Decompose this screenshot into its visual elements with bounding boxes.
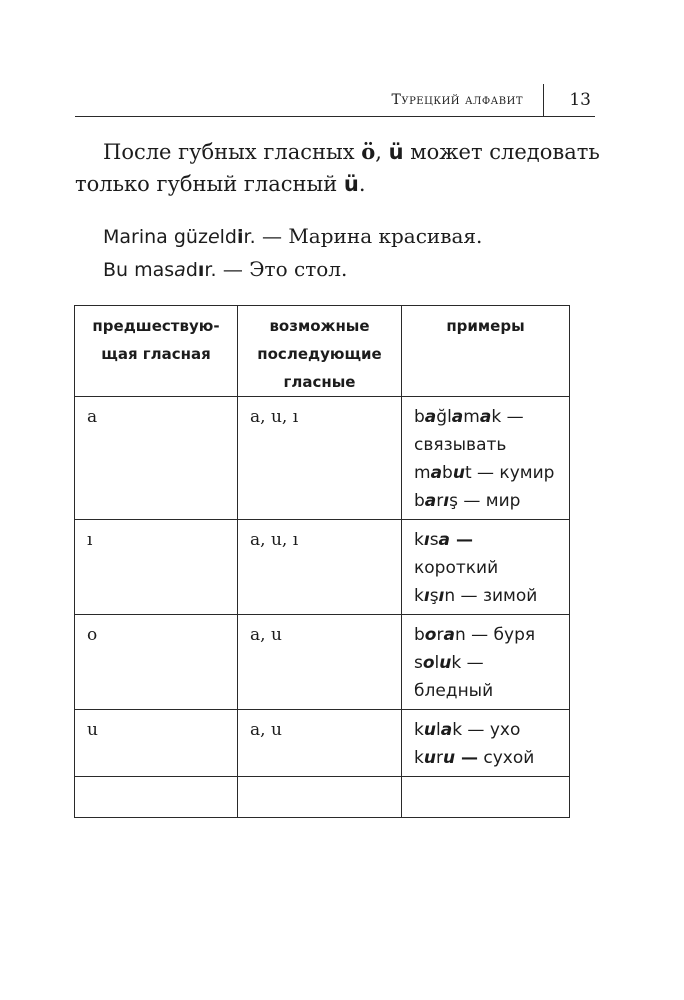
cell-following: a, u, ı <box>238 397 402 520</box>
example-sentences <box>103 220 603 286</box>
cell-following: a, u, ı <box>238 520 402 615</box>
cell-vowel: ı <box>75 520 238 615</box>
example-line: Marina güzeldir. — Марина красивая. <box>103 224 483 248</box>
cell-vowel: o <box>75 615 238 710</box>
table-row <box>75 615 570 710</box>
header-following-vowels: возможные последующие гласные <box>238 306 402 397</box>
vowel-u-umlaut: ü <box>388 140 404 164</box>
table-header-row <box>75 306 570 397</box>
example-entry: soluk — <box>414 653 484 673</box>
header-examples: примеры <box>402 306 570 397</box>
page-number: 13 <box>569 90 591 110</box>
cell-examples <box>402 777 570 818</box>
header-preceding-vowel: предшествую- щая гласная <box>75 306 238 397</box>
rule-paragraph <box>75 136 605 200</box>
example-entry: barış — мир <box>414 491 521 511</box>
example-line: Bu masadır. — Это стол. <box>103 257 348 281</box>
table-row-empty <box>75 777 570 818</box>
example-entry: kuru — сухой <box>414 748 535 768</box>
header-rule <box>75 116 595 117</box>
example-entry: связывать <box>414 435 507 455</box>
chapter-title: Турецкий алфавит <box>391 92 523 108</box>
table-row <box>75 520 570 615</box>
cell-examples <box>402 397 570 520</box>
cell-following: a, u <box>238 710 402 777</box>
paragraph-line-2: только губный гласный ü. <box>75 172 366 196</box>
table-row <box>75 710 570 777</box>
example-entry: kısa — <box>414 530 473 550</box>
vowel-harmony-table <box>74 305 570 818</box>
cell-examples <box>402 710 570 777</box>
running-header <box>75 84 595 116</box>
example-entry: boran — буря <box>414 625 536 645</box>
example-entry: бледный <box>414 681 494 701</box>
vowel-u-umlaut-2: ü <box>343 172 359 196</box>
example-entry: mabut — кумир <box>414 463 555 483</box>
example-entry: kulak — ухо <box>414 720 521 740</box>
table-row <box>75 397 570 520</box>
header-separator <box>543 84 544 116</box>
cell-following <box>238 777 402 818</box>
example-entry: короткий <box>414 558 499 578</box>
example-entry: kışın — зимой <box>414 586 538 606</box>
vowel-o-umlaut: ö <box>361 139 376 164</box>
cell-examples <box>402 520 570 615</box>
paragraph-line-1: После губных гласных ö, ü может следовать <box>103 139 600 164</box>
cell-vowel <box>75 777 238 818</box>
cell-vowel: u <box>75 710 238 777</box>
cell-examples <box>402 615 570 710</box>
cell-vowel: a <box>75 397 238 520</box>
example-entry: bağlamak — <box>414 407 524 427</box>
cell-following: a, u <box>238 615 402 710</box>
